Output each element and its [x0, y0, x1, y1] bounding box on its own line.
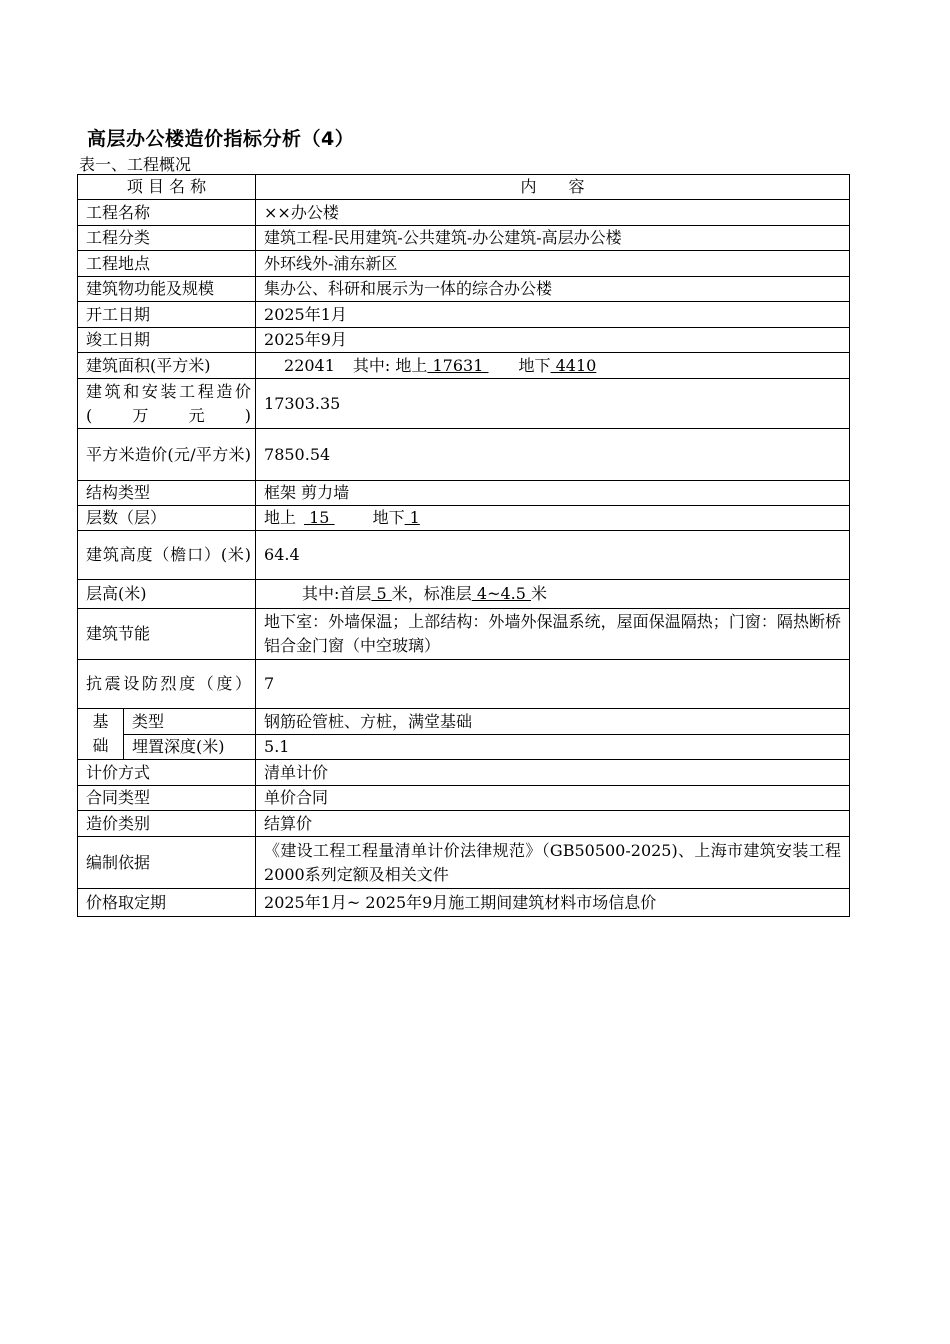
floors-above-label: 地上	[264, 508, 297, 527]
floor-height-mid: 米，标准层	[391, 584, 472, 603]
row-value: 地下室：外墙保温；上部结构：外墙外保温系统，屋面保温隔热；门窗：隔热断桥铝合金门窗（中空玻璃）	[256, 609, 850, 660]
row-value: 结算价	[256, 811, 850, 837]
table-row	[78, 580, 850, 609]
table-row	[78, 609, 850, 660]
first-floor-height: 5	[371, 584, 392, 603]
row-label: 计价方式	[78, 760, 256, 786]
area-total: 22041	[284, 355, 335, 375]
table-row	[78, 811, 850, 837]
row-value: 7850.54	[256, 429, 850, 481]
row-label: 抗震设防烈度（度）	[78, 660, 256, 709]
row-value: 2025年1月	[256, 302, 850, 328]
row-value	[256, 506, 850, 531]
foundation-label-top: 基	[92, 712, 109, 731]
row-value: 集办公、科研和展示为一体的综合办公楼	[256, 277, 850, 302]
row-value: 清单计价	[256, 760, 850, 786]
row-label: 建筑高度（檐口）(米)	[78, 531, 256, 580]
page-title: 高层办公楼造价指标分析（4）	[87, 128, 355, 150]
table-row	[78, 328, 850, 353]
table-row	[78, 481, 850, 506]
foundation-label-bottom: 础	[92, 736, 109, 755]
floor-height-suffix: 米	[531, 584, 548, 603]
row-label: 价格取定期	[78, 889, 256, 917]
row-value: ××办公楼	[256, 200, 850, 226]
row-value: 17303.35	[256, 379, 850, 429]
row-label: 平方米造价(元/平方米)	[78, 429, 256, 481]
row-value	[256, 580, 850, 609]
row-value: 2025年1月~ 2025年9月施工期间建筑材料市场信息价	[256, 889, 850, 917]
row-label: 开工日期	[78, 302, 256, 328]
row-label: 建筑和安装工程造价(万元)	[78, 379, 256, 429]
floor-height-prefix: 其中:首层	[302, 584, 372, 603]
row-label: 建筑物功能及规模	[78, 277, 256, 302]
row-label: 建筑节能	[78, 609, 256, 660]
table-row	[78, 709, 850, 735]
row-value: 框架 剪力墙	[256, 481, 850, 506]
table-row	[78, 251, 850, 277]
row-value: 2025年9月	[256, 328, 850, 353]
table-row	[78, 506, 850, 531]
table-header-row	[78, 175, 850, 200]
area-among-label: 其中: 地上	[352, 355, 428, 375]
floors-below-label: 地下	[372, 508, 405, 527]
row-label: 建筑面积(平方米)	[78, 353, 256, 379]
row-value: 5.1	[256, 735, 850, 760]
standard-floor-height: 4~4.5	[471, 584, 531, 603]
floors-below: 1	[404, 508, 420, 527]
table-row	[78, 302, 850, 328]
row-label: 埋置深度(米)	[124, 735, 256, 760]
row-value: 建筑工程-民用建筑-公共建筑-办公建筑-高层办公楼	[256, 226, 850, 251]
row-label: 工程地点	[78, 251, 256, 277]
row-label: 竣工日期	[78, 328, 256, 353]
table-row	[78, 786, 850, 811]
table-row	[78, 226, 850, 251]
table-row	[78, 889, 850, 917]
table-row	[78, 277, 850, 302]
row-value: 钢筋砼管桩、方桩，满堂基础	[256, 709, 850, 735]
table-row	[78, 531, 850, 580]
table-caption: 表一、工程概况	[79, 155, 192, 174]
row-value: 7	[256, 660, 850, 709]
area-above-ground: 17631	[427, 355, 489, 375]
floors-above: 15	[304, 508, 335, 527]
row-value: 外环线外-浦东新区	[256, 251, 850, 277]
table-row	[78, 735, 850, 760]
table-row	[78, 429, 850, 481]
header-content: 内 容	[256, 175, 850, 200]
row-label: 编制依据	[78, 837, 256, 889]
row-value: 64.4	[256, 531, 850, 580]
project-overview-table	[77, 174, 850, 917]
row-label: 合同类型	[78, 786, 256, 811]
table-row	[78, 837, 850, 889]
table-row	[78, 200, 850, 226]
foundation-label	[78, 709, 124, 760]
row-label: 造价类别	[78, 811, 256, 837]
area-below-ground: 4410	[550, 355, 597, 375]
header-item: 项 目 名 称	[78, 175, 256, 200]
row-label: 层高(米)	[78, 580, 256, 609]
row-label: 工程名称	[78, 200, 256, 226]
row-label: 类型	[124, 709, 256, 735]
row-label: 工程分类	[78, 226, 256, 251]
row-value: 《建设工程工程量清单计价法律规范》（GB50500-2025)、上海市建筑安装工程2000系列定额及相关文件	[256, 837, 850, 889]
row-value	[256, 353, 850, 379]
table-row	[78, 353, 850, 379]
table-row	[78, 379, 850, 429]
area-below-label: 地下	[518, 355, 551, 375]
table-row	[78, 760, 850, 786]
row-value: 单价合同	[256, 786, 850, 811]
row-label: 层数（层）	[78, 506, 256, 531]
row-label: 结构类型	[78, 481, 256, 506]
table-row	[78, 660, 850, 709]
